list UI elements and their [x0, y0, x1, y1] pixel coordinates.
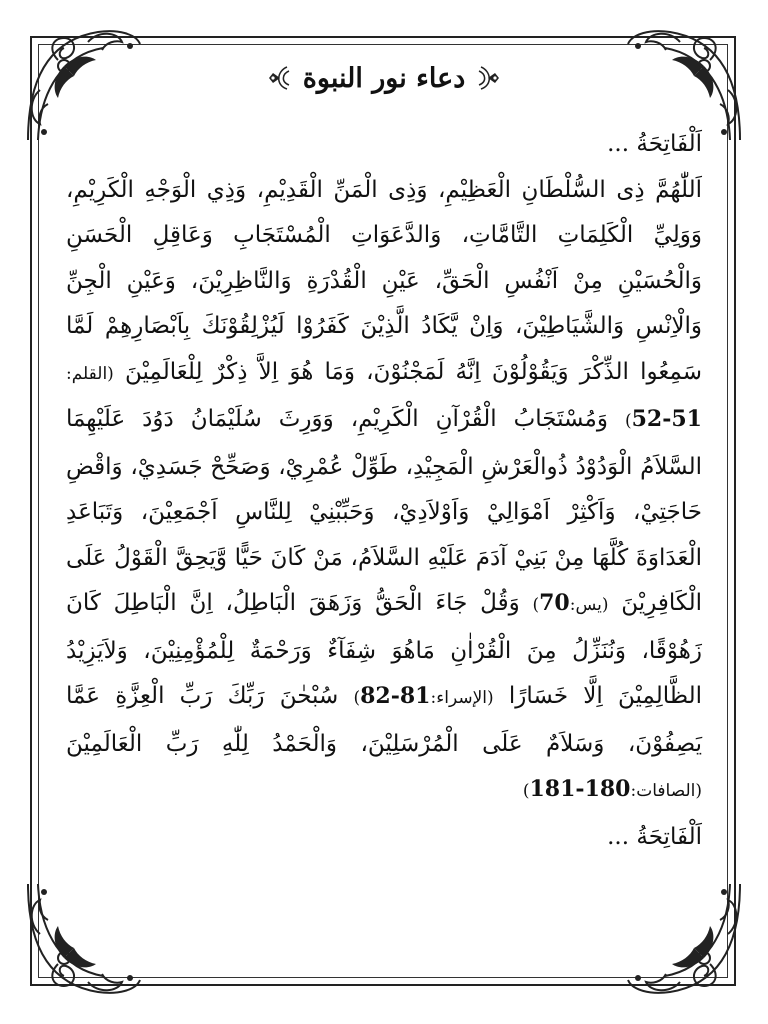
- verse-reference-close: ): [624, 411, 632, 431]
- verse-reference: (القلم:: [66, 363, 114, 384]
- verse-reference: (يس:: [569, 595, 609, 615]
- verse-reference-close: ): [532, 595, 540, 615]
- verse-number: 70: [539, 590, 570, 616]
- prayer-text-segment: وَقُلْ جَاءَ الْحَقُّ وَزَهَقَ الْبَاطِلُ، اِنَّ الْبَاطِلَ كَانَ زَهُوْقًا، وَنُنَزِّلُ مِنَ الْقُرْاٰنِ مَاهُوَ شِفَآءٌ وَرَحْمَةٌ لِلْمُؤْمِنِيْنَ، وَلاَيَزِيْدُ الظَّالِمِيْنَ اِلَّا خَسَارًا: [66, 590, 702, 709]
- verse-number: 81-82: [360, 683, 431, 709]
- prayer-text-segment: سُبْحٰنَ رَبِّكَ رَبِّ الْعِزَّةِ عَمَّا يَصِفُوْنَ، وَسَلاَمٌ عَلَى الْمُرْسَلِيْنَ، وَالْحَمْدُ لِلّٰهِ رَبِّ الْعَالَمِيْنَ: [66, 683, 702, 757]
- verse-reference-close: ): [522, 781, 530, 801]
- opening-fatiha: اَلْفَاتِحَةُ ...: [607, 131, 702, 157]
- verse-reference: (الصافات:: [630, 781, 702, 801]
- prayer-text-segment: وَمُسْتَجَابُ الْقُرْآنِ الْكَرِيْمِ، وَوَرِثَ سُلَيْمَانُ دَوُدَ عَلَيْهِمَا السَّلاَمُ الْوَدُوْدُ ذُوالْعَرْشِ الْمَجِيْدِ، طَوِّلْ عُمْرِيْ، وَصَحِّحْ جَسَدِيْ، وَاقْضِ حَاجَتِيْ، وَاَكْثِرْ اَمْوَالِيْ وَاَوْلاَدِيْ، وَحَبِّبْنِيْ لِلنَّاسِ اَجْمَعِيْنَ، وَتَبَاعَدِ الْعَدَاوَةَ كُلَّهَا مِنْ بَنِيْ آدَمَ عَلَيْهِ السَّلاَمُ، مَنْ كَانَ حَيًّا وَّيَحِقَّ الْقَوْلُ عَلَى الْكَافِرِيْنَ: [66, 406, 703, 616]
- page-title: دعاء نور النبوة: [302, 62, 466, 94]
- verse-reference: (الإسراء:: [430, 688, 494, 708]
- title-row: [0, 56, 768, 100]
- title-ornament-icon: [265, 63, 295, 93]
- prayer-text-segment: اَللّٰهُمَّ ذِى السُّلْطَانِ الْعَظِيْمِ، وَذِى الْمَنِّ الْقَدِيْمِ، وَذِي الْوَجْهِ الْكَرِيْمِ، وَوَلِيِّ الْكَلِمَاتِ التَّامَّاتِ، وَالدَّعَوَاتِ الْمُسْتَجَابِ وَعَاقِلِ الْحَسَنِ وَالْحُسَيْنِ مِنْ اَنْفُسِ الْحَقِّ، عَيْنِ الْقُدْرَةِ وَالنَّاظِرِيْنَ، وَعَيْنِ الْجِنِّ وَالْاِنْسِ وَالشَّيَاطِيْنَ، وَاِنْ يَّكَادُ الَّذِيْنَ كَفَرُوْا لَيُزْلِقُوْنَكَ بِاَبْصَارِهِمْ لَمَّا سَمِعُوا الذِّكْرَ وَيَقُوْلُوْنَ اِنَّهُ لَمَجْنُوْنَ، وَمَا هُوَ اِلاَّ ذِكْرٌ لِلْعَالَمِيْنَ: [66, 176, 702, 385]
- title-ornament-icon: [473, 63, 503, 93]
- verse-number: 180-181: [529, 776, 631, 802]
- verse-reference-close: ): [353, 688, 361, 708]
- prayer-body: [66, 168, 702, 815]
- closing-fatiha: اَلْفَاتِحَةُ ...: [607, 823, 702, 850]
- prayer-text: [66, 122, 702, 932]
- verse-number: 51-52: [631, 406, 702, 432]
